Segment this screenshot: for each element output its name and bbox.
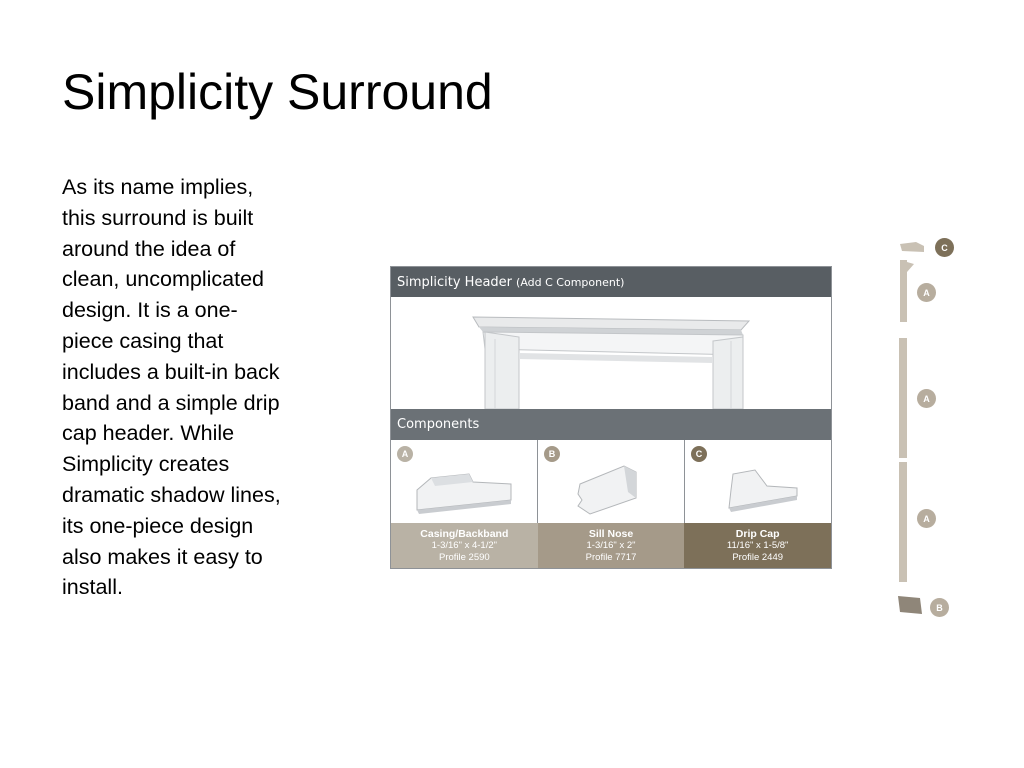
side-badge-a-top: A (917, 283, 936, 302)
badge-a: A (397, 446, 413, 462)
header-note: (Add C Component) (516, 275, 625, 289)
caption-casing-backband (391, 523, 538, 569)
badge-c: C (691, 446, 707, 462)
window-header-drawing (391, 297, 831, 409)
header-title-bar (391, 267, 831, 297)
caption-sill-nose (538, 523, 685, 569)
component-size: 1-3/16" x 4-1/2" (431, 540, 498, 551)
header-illustration (391, 297, 831, 409)
slide-body-text: As its name implies, this surround is built around the idea of clean, uncomplicated design. It is a one-piece casing that includes a built-in back band and a simple drip cap header. While Simplicity creates dramatic shadow lines, its one-piece design also makes it easy to install. (62, 175, 281, 600)
sill-nose-profile-icon (538, 440, 684, 523)
component-name: Casing/Backband (420, 528, 509, 540)
casing-profile-icon (391, 440, 537, 523)
caption-drip-cap (684, 523, 831, 569)
component-size: 1-3/16" x 2" (586, 540, 636, 551)
product-graphic (390, 266, 832, 569)
side-badge-c: C (935, 238, 954, 257)
component-cell-b (538, 440, 685, 523)
component-profile: Profile 2590 (438, 552, 490, 563)
components-title: Components (397, 417, 480, 432)
components-title-bar (391, 409, 831, 440)
component-profile: Profile 2449 (732, 552, 784, 563)
component-captions (391, 523, 831, 569)
side-badge-a-middle: A (917, 389, 936, 408)
component-name: Drip Cap (735, 528, 780, 540)
header-title: Simplicity Header (397, 274, 513, 290)
component-size: 11/16" x 1-5/8" (726, 540, 789, 551)
component-images (391, 440, 831, 523)
side-badge-b: B (930, 598, 949, 617)
component-profile: Profile 7717 (585, 552, 637, 563)
side-badge-a-bottom: A (917, 509, 936, 528)
component-cell-c (685, 440, 831, 523)
component-cell-a (391, 440, 538, 523)
slide-title: Simplicity Surround (62, 64, 493, 120)
badge-b: B (544, 446, 560, 462)
component-name: Sill Nose (588, 528, 634, 540)
drip-cap-profile-icon (685, 440, 831, 523)
